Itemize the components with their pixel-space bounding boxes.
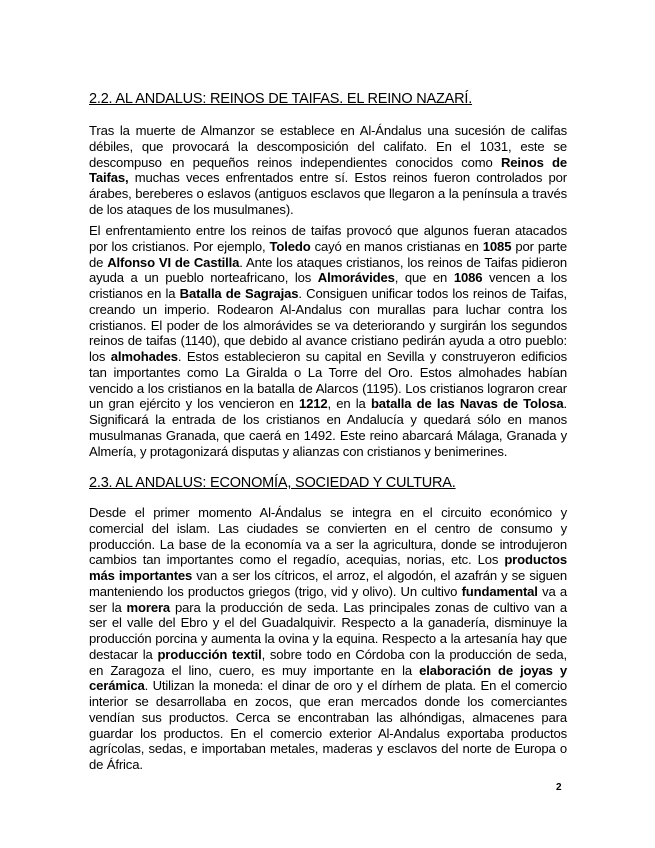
text-run: , en la (327, 396, 371, 412)
text-run: . Significará la entrada de los cristianos en Andalucía y quedará sólo en manos musulmanas Granada, que caerá en 1492. Este reino abarcará Málaga, Granada y Almería, y protagonizará disputas y alianzas con cristianos y benimerines. (89, 396, 568, 459)
text-run: , que en (394, 270, 454, 286)
bold-term: 1085 (482, 238, 512, 254)
bold-term: producción textil (157, 646, 262, 662)
bold-term: 1086 (453, 270, 483, 286)
paragraph-economia (89, 505, 567, 773)
text-run: cayó en manos cristianas en (310, 238, 483, 254)
section-heading-reinos-de-taifas: 2.2. AL ANDALUS: REINOS DE TAIFAS. EL REINO NAZARÍ. (89, 91, 473, 107)
text-run: por parte de (89, 238, 567, 270)
bold-term: batalla de las Navas de Tolosa (370, 396, 564, 412)
text-run: El enfrentamiento entre los reinos de taifas provocó que algunos fueran atacados por los cristianos. Por ejemplo, (89, 223, 567, 254)
bold-term: Batalla de Sagrajas (179, 286, 299, 301)
text-run: . Estos establecieron su capital en Sevilla y construyeron edificios tan importantes como La Giralda o La Torre del Oro. Estos almohades habían vencido a los cristianos en la batalla de Alarcos (1195). Los cristianos lograron crear un gran ejército y los vencieron en (89, 349, 567, 412)
text-run: . Consiguen unificar todos los reinos de Taifas, creando un imperio. Rodearon Al-Andalus con murallas para luchar contra los cristianos. El poder de los almorávides se va deteriorando y surgirán los segundos reinos de taifas (1140), que debido al avance cristiano pedirán ayuda a otro pueblo: los (89, 286, 567, 364)
bold-term: Toledo (269, 238, 311, 254)
bold-term: elaboración de joyas y cerámica (89, 662, 567, 694)
text-run: Desde el primer momento Al-Ándalus se integra en el circuito económico y comercial del islam. Las ciudades se convierten en el centro de consumo y producción. La base de la economía va a ser la agricultura, donde se introdujeron cambios tan importantes como el regadío, acequias, norias, etc. Los (89, 505, 567, 568)
text-run: Tras la muerte de Almanzor se establece en Al-Ándalus una sucesión de califas débiles, que provocará la descomposición del califato. En el 1031, este se descompuso en pequeños reinos independientes conocidos como (89, 123, 567, 170)
paragraph-enfrentamiento-taifas (89, 223, 567, 459)
section-heading-economia-sociedad-cultura: 2.3. AL ANDALUS: ECONOMÍA, SOCIEDAD Y CULTURA. (89, 475, 456, 491)
page-number: 2 (556, 782, 562, 793)
bold-term: Alfonso VI de Castilla (107, 254, 240, 270)
text-run: vencen a los cristianos en la (89, 270, 567, 301)
paragraph-almanzor (89, 123, 567, 218)
bold-term: productos más importantes (89, 552, 567, 583)
text-run: . Ante los ataques cristianos, los reinos de Taifas pidieron ayuda a un pueblo norteafricano, los (89, 254, 567, 286)
bold-term: almohades (110, 349, 178, 364)
text-run: muchas veces enfrentados entre sí. Estos reinos fueron controlados por árabes, bereberes o eslavos (antiguos esclavos que llegaron a la península a través de los ataques de los musulmanes). (89, 170, 567, 217)
text-run: para la producción de seda. Las principales zonas de cultivo van a ser el valle del Ebro y el del Guadalquivir. Respecto a la ganadería, disminuye la producción porcina y aumenta la ovina y la equina. Respecto a la artesanía hay que destacar la (89, 599, 567, 662)
bold-term: fundamental (461, 583, 538, 599)
text-run: van a ser los cítricos, el arroz, el algodón, el azafrán y se siguen manteniendo los productos griegos (trigo, vid y olivo). Un cultivo (89, 568, 567, 599)
text-run: va a ser la (89, 583, 567, 615)
bold-term: Almorávides (317, 270, 395, 286)
bold-term: 1212 (299, 396, 328, 412)
bold-term: morera (126, 599, 171, 615)
text-run: , sobre todo en Córdoba con la producción de seda, en Zaragoza el lino, cuero, es muy importante en la (89, 646, 567, 678)
bold-term: Reinos de Taifas, (89, 154, 567, 186)
text-run: . Utilizan la moneda: el dinar de oro y el dírhem de plata. En el comercio interior se desarrollaba en zocos, que eran mercados donde los comerciantes vendían sus productos. Cerca se encontraban las alhóndigas, almacenes para guardar los productos. En el comercio exterior Al-Andalus exportaba productos agrícolas, sedas, e importaban metales, maderas y esclavos del norte de Europa o de África. (89, 678, 567, 772)
